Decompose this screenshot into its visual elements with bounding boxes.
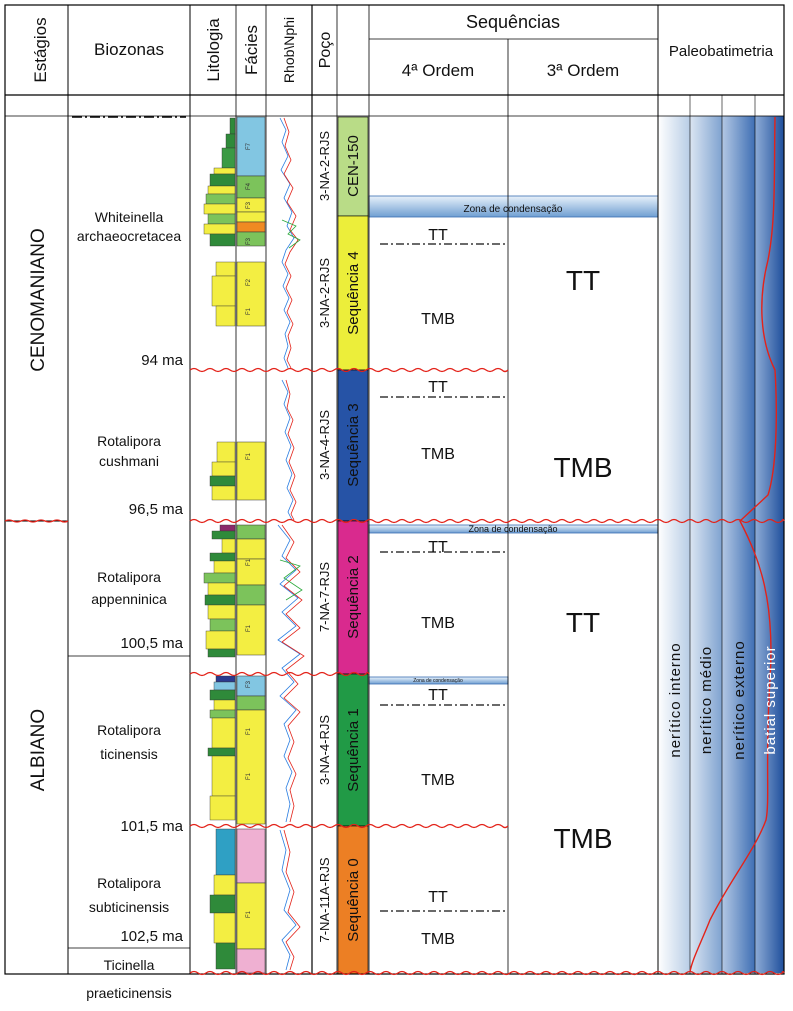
header-estagios: Estágios — [31, 17, 50, 83]
order4-mfs-lines — [380, 244, 508, 911]
well-label: 3-NA-2-RJS — [317, 130, 332, 202]
well-label: 3-NA-2-RJS — [317, 257, 332, 329]
biozone-name: archaeocretacea — [76, 228, 182, 244]
order3-systems-tracts — [553, 265, 612, 854]
paleobathymetry-zones — [658, 116, 784, 973]
paleo-label-neritico-interno: nerítico interno — [667, 642, 684, 758]
facies-label: F1 — [246, 558, 252, 566]
zone-neritico-medio — [690, 116, 722, 973]
tmb-label: TMB — [421, 311, 455, 328]
tt-label: TT — [428, 379, 448, 396]
facies-label: F1 — [246, 624, 252, 632]
lithology-log — [204, 118, 235, 969]
stage-albiano: ALBIANO — [28, 708, 49, 792]
facies-label: F1 — [246, 307, 252, 315]
biozone-age: 101,5 ma — [120, 818, 183, 835]
order3-tmb-label: TMB — [553, 452, 613, 483]
sequence-label-cen150: CEN-150 — [345, 135, 362, 197]
paleo-label-neritico-externo: nerítico externo — [731, 640, 748, 760]
biozone-name: Rotalipora — [97, 875, 161, 891]
biozone-age: 102,5 ma — [120, 928, 183, 945]
biozone-name: Whiteinella — [94, 209, 164, 225]
sequence-bars — [338, 117, 368, 974]
facies-label: F1 — [246, 910, 252, 918]
stage-cenomaniano: CENOMANIANO — [28, 228, 49, 372]
well-label: 3-NA-4-RJS — [317, 714, 332, 786]
facies-label: F1 — [246, 727, 252, 735]
facies-label: F3 — [246, 201, 252, 209]
condensation-label-seq1: Zona de condensação — [413, 678, 463, 684]
rhob-nphi-curves — [278, 118, 304, 970]
sequence-label-4: Sequência 4 — [345, 251, 362, 335]
tt-label: TT — [428, 889, 448, 906]
well-labels — [317, 131, 332, 943]
tt-label: TT — [428, 687, 448, 704]
biozone-name: Rotalipora — [97, 569, 161, 585]
header — [31, 12, 774, 83]
biozones — [77, 209, 184, 1001]
tmb-label: TMB — [421, 772, 455, 789]
paleo-label-neritico-medio: nerítico médio — [698, 645, 715, 755]
zone-batial-superior — [755, 116, 784, 973]
facies-label: F2 — [246, 278, 252, 286]
order3-tt-label: TT — [565, 607, 601, 638]
tmb-label: TMB — [421, 446, 455, 463]
biozone-name: Ticinella — [103, 957, 155, 973]
biozone-name: cushmani — [99, 453, 159, 469]
header-paleobatimetria: Paleobatimetria — [668, 43, 774, 60]
sequence-label-2: Sequência 2 — [345, 555, 362, 639]
biozone-age: 96,5 ma — [128, 501, 183, 518]
header-facies: Fácies — [242, 24, 261, 76]
biozone-age: 100,5 ma — [120, 635, 183, 652]
header-rhob-nphi: Rhob\Nphi — [281, 16, 297, 84]
biozone-name: praeticinensis — [86, 985, 172, 1001]
facies-label: F4 — [246, 182, 252, 190]
order4-systems-tracts — [421, 227, 455, 948]
condensation-label-cenomanian: Zona de condensação — [463, 204, 563, 215]
tmb-label: TMB — [421, 615, 455, 632]
facies-label: F3 — [246, 237, 252, 245]
order3-tt-label: TT — [565, 265, 601, 296]
well-label: 7-NA-11A-RJS — [317, 857, 332, 943]
well-label: 3-NA-4-RJS — [317, 409, 332, 481]
facies-label: F1 — [246, 772, 252, 780]
condensation-zones — [369, 196, 658, 684]
zone-neritico-interno — [658, 116, 690, 973]
biozone-name: Rotalipora — [97, 433, 161, 449]
biozone-name: subticinensis — [88, 899, 170, 915]
order3-tmb-label: TMB — [553, 823, 613, 854]
zone-neritico-externo — [722, 116, 755, 973]
sequence-label-0: Sequência 0 — [345, 858, 362, 942]
tmb-label: TMB — [421, 931, 455, 948]
facies-label: F1 — [246, 452, 252, 460]
biozone-name: appenninica — [91, 591, 167, 607]
tt-label: TT — [428, 539, 448, 556]
header-litologia: Litologia — [204, 18, 223, 82]
paleo-label-batial-superior: batial superior — [762, 645, 779, 755]
condensation-label-albian: Zona de condensação — [468, 524, 558, 534]
sequence-label-3: Sequência 3 — [345, 403, 362, 487]
biozone-age: 94 ma — [141, 352, 183, 369]
facies-label: F7 — [246, 142, 252, 150]
facies-label: F3 — [246, 680, 252, 688]
sequence-label-1: Sequência 1 — [345, 708, 362, 792]
header-3-ordem: 3ª Ordem — [546, 61, 620, 80]
header-biozonas: Biozonas — [94, 40, 164, 59]
stages — [28, 228, 49, 791]
tt-label: TT — [428, 227, 448, 244]
biozone-name: ticinensis — [100, 746, 158, 762]
header-4-ordem: 4ª Ordem — [401, 61, 475, 80]
header-sequencias: Sequências — [465, 12, 561, 32]
biozone-name: Rotalipora — [97, 722, 161, 738]
header-poco: Poço — [317, 31, 334, 69]
well-label: 7-NA-7-RJS — [317, 561, 332, 633]
